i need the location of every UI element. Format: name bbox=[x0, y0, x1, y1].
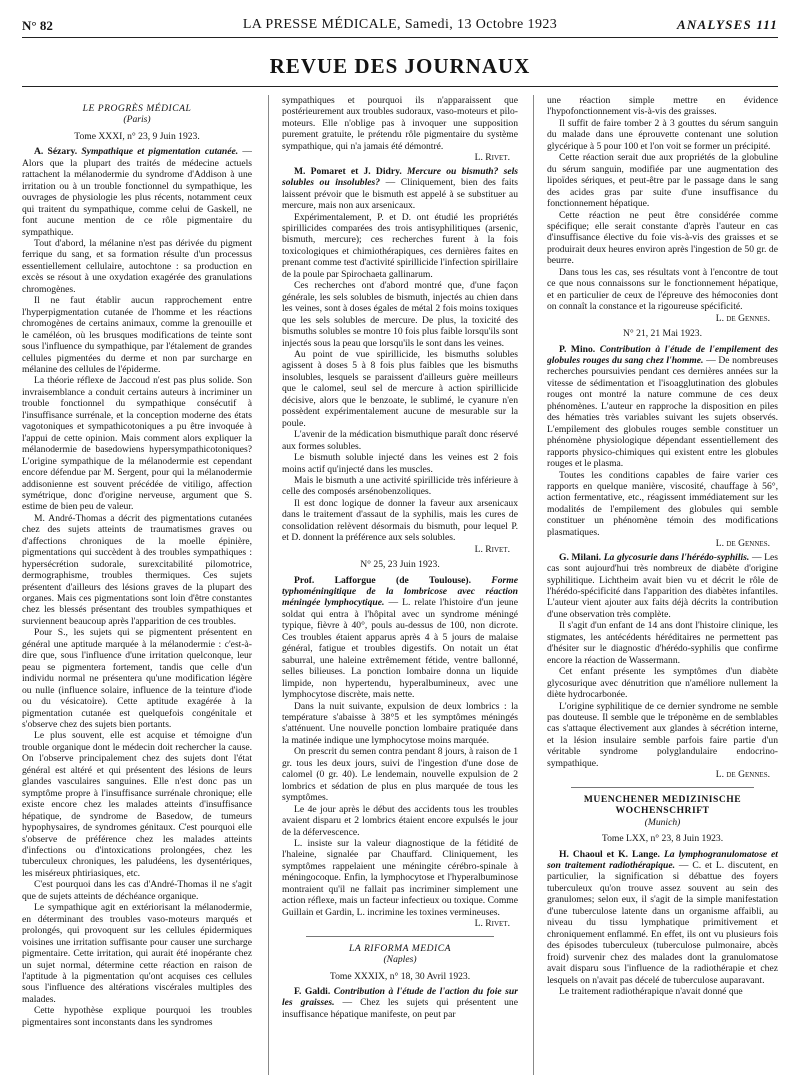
journal-city: (Naples) bbox=[383, 954, 417, 966]
journal-title: MUENCHENER MEDIZINISCHE WOCHENSCHRIFT bbox=[583, 793, 742, 817]
column-3 bbox=[547, 95, 778, 1075]
abstract-paragraph: P. Mino. Contribution à l'étude de l'empilement des globules rouges du sang chez l'homme. — De nombreuses recherches poursuivies pendant ces dernières années sur la vitesse de sédimentation et l'isoagglutination des globules rouges ont montré la nature commune de ces deux phénomènes. L'auteur en rapproche la disposition en piles des hématies très variables suivant les sujets observés. L'empilement des globules rouges semble constituer un phénomène physiologique dépendant essentiellement des rapports physico-chimiques qui existent entre les globules rouges et le plasma. bbox=[547, 343, 778, 470]
masthead-rule bbox=[22, 86, 778, 87]
abstract-paragraph: F. Galdi. Contribution à l'étude de l'action du foie sur les graisses. — Chez les sujets qui présentent une insuffisance hépatique manifeste, on peut par bbox=[282, 985, 518, 1020]
reviewer-signature: L. de Gennes. bbox=[715, 769, 770, 781]
article-title: La lymphogranulomatose et son traitement radiothérapique. bbox=[547, 848, 778, 871]
abstract-paragraph: A. Sézary. Sympathique et pigmentation cutanée. — Alors que la plupart des traités de médecine actuels rattachent la mélanodermie du syndrome d'Addison à une irritation ou à un trouble fonctionnel du sympathique, les ouvrages de physiologie les plus récents, notamment ceux qui traitent du sympathique, comme celui de Gaskell, ne font aucune mention de ce rôle pigmentaire du sympathique. bbox=[22, 146, 252, 238]
journal-title: LA RIFORMA MEDICA bbox=[349, 942, 451, 954]
abstract-paragraph: Mais le bismuth a une activité spirillicide très inférieure à celle des composés arsénobenzoliques. bbox=[282, 474, 518, 498]
abstract-paragraph: M. Pomaret et J. Didry. Mercure ou bismuth? sels solubles ou insolubles? — Cliniquement, bien des faits laissent prévoir que le bismuth est appelé à se substituer au mercure, mais non aux arsenicaux. bbox=[282, 165, 518, 212]
page-number: N° 82 bbox=[22, 18, 53, 33]
article-author: G. Milani. bbox=[559, 551, 602, 563]
article-author: Prof. Lafforgue (de Toulouse). bbox=[294, 574, 471, 586]
issue-line: N° 25, 23 Juin 1923. bbox=[360, 559, 440, 571]
abstract-paragraph: Tout d'abord, la mélanine n'est pas dérivée du pigment ferrique du sang, et sa formation résulte d'un processus essentiellement cellulaire, autochtone : sa production en excès se résout à une oxydation exagérée des granulations chromogènes. bbox=[22, 237, 252, 295]
abstract-paragraph: Dans la nuit suivante, expulsion de deux lombrics : la température s'abaisse à 38°5 et les symptômes méningés s'atténuent. Une nouvelle ponction lombaire pratiquée dans la matinée indique une lymphocytose moins marquée. bbox=[282, 700, 518, 746]
abstract-paragraph: Cette réaction ne peut être considérée comme spécifique; elle serait constante d'après l'auteur en cas d'insuffisance élective du foie vis-à-vis des graisses et se produirait deux heures environ après l'ingestion de 50 gr. de beurre. bbox=[547, 209, 778, 267]
abstract-paragraph: G. Milani. La glycosurie dans l'hérédo-syphilis. — Les cas sont aujourd'hui très nombreux de diabète d'origine syphilitique. Lichtheim avait bien vu et décrit le rôle de l'hérédo-spécificité dans l'apparition des diabètes infantiles. L'auteur vient ajouter aux faits déjà décrits la contribution d'une observation très complète. bbox=[547, 551, 778, 620]
abstract-paragraph: sympathiques et pourquoi ils n'apparaissent que postérieurement aux troubles sudoraux, vaso-moteurs et pilo-moteurs. Elle n'oblige pas à invoquer une supposition purement gratuite, le prétendu rôle pigmentaire du système sympathique, qui n'a jamais été démontré. bbox=[282, 95, 518, 152]
abstract-paragraph: Cette réaction serait due aux propriétés de la globuline du sérum sanguin, modifiée par une augmentation des lipoïdes sériques, et peut-être par le passage dans le sang des acides gras par suite d'une insuffisance du fonctionnement hépatique. bbox=[547, 152, 778, 210]
abstract-paragraph: Il ne faut établir aucun rapprochement entre l'hyperpigmentation cutanée de l'homme et les réactions chromogènes de certains animaux, comme la grenouille et le caméléon, où les brusques modifications de teinte sont sous l'influence du sympathique, par l'étalement de grandes cellules pigmentées du derme et non par surcharge en mélanine des cellules de l'épiderme. bbox=[22, 295, 252, 375]
abstract-paragraph: L'origine syphilitique de ce dernier syndrome ne semble pas douteuse. Il semble que le tréponème en de semblables cas s'attaque électivement aux glandes à sécrétion interne, et la lésion insulaire semble parfois faire partie d'un véritable syndrome polyglandulaire endocrino-sympathique. bbox=[547, 700, 778, 769]
abstract-paragraph: Ces recherches ont d'abord montré que, d'une façon générale, les sels solubles de bismuth, injectés au chien dans les veines, sont à doses égales de métal 2 fois moins toxiques que les sels solubles de mercure. De plus, la toxicité des bismuths solubles se montre 10 fois plus faible lorsqu'ils sont injectés sous la peau que lorsqu'ils le sont dans les veines. bbox=[282, 280, 518, 349]
abstract-paragraph: une réaction simple mettre en évidence l'hypofonctionnement vis-à-vis des graisses. bbox=[547, 95, 778, 118]
reviewer-signature: L. Rivet. bbox=[474, 152, 510, 164]
abstract-paragraph: Le bismuth soluble injecté dans les veines est 2 fois moins actif qu'injecté dans les muscles. bbox=[282, 452, 518, 475]
reviewer-signature: L. Rivet. bbox=[474, 918, 510, 930]
reviewer-signature: L. Rivet. bbox=[474, 543, 510, 555]
issue-line: N° 21, 21 Mai 1923. bbox=[623, 328, 702, 340]
issue-line: Tome XXXIX, n° 18, 30 Avril 1923. bbox=[329, 970, 471, 982]
article-title: La glycosurie dans l'hérédo-syphilis. bbox=[603, 551, 750, 563]
abstract-paragraph: Le traitement radiothérapique n'avait donné que bbox=[559, 985, 743, 997]
abstract-paragraph: H. Chaoul et K. Lange. La lymphogranulomatose et son traitement radiothérapique. — C. et L. discutent, en particulier, la signification si débattue des foyers tuberculeux qu'on trouve assez souvent au sein des granulomes; selon eux, il s'agit de la simple manifestation d'une tuberculose latente dans un organisme affaibli, au niveau du tissu lymphatique primitivement et chroniquement enflammé. En effet, ils ont vu plusieurs fois des épisodes tuberculeux (tuberculose pulmonaire, abcès froid) survenir chez des malades dont la granulomatose avait disparu sous l'influence de la radiothérapie et chez lesquels on n'avait pas décelé de tuberculose auparavant. bbox=[547, 848, 778, 986]
abstract-paragraph: Cette hypothèse explique pourquoi les troubles pigmentaires sont inconstants dans les syndromes bbox=[22, 1005, 252, 1028]
abstract-paragraph: L'avenir de la médication bismuthique paraît donc réservé aux formes solubles. bbox=[282, 429, 518, 452]
abstract-paragraph: On prescrit du semen contra pendant 8 jours, à raison de 1 gr. tous les deux jours, suivi de l'ingestion d'une dose de calomel (0 gr. 40). Le lendemain, nouvelle expulsion de 2 lombrics et sédation de plus en plus marquée de tous les symptômes. bbox=[282, 746, 518, 804]
section-label: ANALYSES 111 bbox=[677, 17, 778, 32]
masthead-title: REVUE DES JOURNAUX bbox=[269, 54, 531, 78]
abstract-paragraph: Il s'agit d'un enfant de 14 ans dont l'histoire clinique, les stigmates, les antécédents héréditaires ne permettent pas d'hésiter sur le diagnostic d'hérédo-syphilis que confirme encore la réaction de Wassermann. bbox=[547, 620, 778, 666]
abstract-paragraph: Dans tous les cas, ses résultats vont à l'encontre de tout ce que nous connaissons sur le fonctionnement hépatique, et en particulier de ceux de l'épreuve des hémoconies dont on connaît la constance et la rigoureuse spécificité. bbox=[547, 266, 778, 313]
column-2 bbox=[282, 95, 518, 1075]
article-author: H. Chaoul et K. Lange. bbox=[559, 848, 660, 860]
section-separator bbox=[306, 936, 494, 937]
abstract-paragraph: L. insiste sur la valeur diagnostique de la fétidité de l'haleine, signalée par Chauffard. Cliniquement, les symptômes rappelaient une méningite cérébro-spinale à méningocoque. Enfin, la lymphocytose et l'hyperalbuminose montraient qu'il ne fallait pas incriminer simplement une action réflexe, mais un facteur infectieux ou toxique. Comme Guillain et Gardin, L. incrimine les toxines vermineuses. bbox=[282, 838, 518, 918]
header-rule bbox=[22, 37, 778, 38]
abstract-paragraph: Le sympathique agit en extériorisant la mélanodermie, en déterminant des troubles vaso-moteurs marqués et prolongés, qui provoquent sur les cellules épidermiques voisines une irritation suffisante pour causer une surcharge pigmentaire. Cette irritation, qui aurait été inopérante chez un sujet normal, détermine cette réaction en raison de l'aptitude à la pigmentation qu'ont acquises ces cellules sous l'influence des altérations viscérales multiples des malades. bbox=[22, 902, 252, 1005]
column-divider bbox=[533, 95, 534, 1075]
abstract-paragraph: Au point de vue spirillicide, les bismuths solubles agissent à doses 5 à 8 fois plus faibles que les bismuths insolubles, lesquels se paraissent d'ailleurs guère meilleurs que le calomel, seul sel de mercure à action spirillicide décisive, alors que le benzoate, le sublimé, le cyanure n'en possèdent expérimentalement aucune de mesurable sur la poule. bbox=[282, 348, 518, 429]
column-1 bbox=[22, 95, 252, 1075]
abstract-paragraph: M. André-Thomas a décrit des pigmentations cutanées chez des sujets atteints de traumatismes graves ou d'affections chroniques de la moelle épinière, pigmentations qui succèdent à des troubles sympathiques : hypersécrétion sudorale, surexcitabilité pilomotrice, dermographisme, troubles thermiques. Ces sujets présentent d'ailleurs des lésions graves de la plupart des organes. Mais ces pigmentations sont loin d'être constantes chez les blessés présentant des troubles sympathiques et surviennent beaucoup après l'apparition de ces troubles. bbox=[22, 512, 252, 627]
abstract-paragraph: C'est pourquoi dans les cas d'André-Thomas il ne s'agit que de sujets atteints de déchéance organique. bbox=[22, 879, 252, 902]
journal-issue-line: LA PRESSE MÉDICALE, Samedi, 13 Octobre 1923 bbox=[242, 17, 558, 32]
issue-line: Tome XXXI, n° 23, 9 Juin 1923. bbox=[74, 130, 200, 142]
article-title: Forme typhoméningitique de la lombricose avec réaction méningée lymphocytique. bbox=[282, 574, 518, 609]
abstract-paragraph: Le 4e jour après le début des accidents tous les troubles avaient disparu et 2 lombrics étaient encore expulsés le jour de la défervescence. bbox=[282, 803, 518, 838]
journal-title: LE PROGRÈS MÉDICAL bbox=[82, 103, 192, 114]
section-separator bbox=[571, 787, 754, 788]
article-author: A. Sézary. bbox=[34, 146, 78, 158]
article-author: F. Galdi. bbox=[294, 985, 331, 997]
reviewer-signature: L. de Gennes. bbox=[715, 312, 770, 324]
abstract-paragraph: Cet enfant présente les symptômes d'un diabète glycosurique avec dénutrition que n'améliore nullement la diète hydrocarbonée. bbox=[547, 666, 778, 701]
column-divider bbox=[268, 95, 269, 1075]
journal-city: (Munich) bbox=[644, 816, 681, 828]
abstract-paragraph: Il est donc logique de donner la faveur aux arsenicaux dans le traitement d'assaut de la syphilis, mais les cures de consolidation relèvent désormais du bismuth, pour lequel P. et D. donnent la préférence aux sels solubles. bbox=[282, 497, 518, 544]
abstract-paragraph: Pour S., les sujets qui se pigmentent présentent en général une aptitude marquée à la mélanodermie : c'est-à-dire que, sous l'influence d'une irritation quelconque, leur peau se pigmentera fortement, tandis que celle d'un individu normal ne présentera qu'une modification légère ou nulle (influence solaire, influence de la teinture d'iode ou du vésicatoire). Cette aptitude exagérée à la pigmentation cutanée est quelquefois congénitale et s'observe chez des sujets bien portants. bbox=[22, 627, 252, 731]
article-title: Contribution à l'étude de l'action du foie sur les graisses. bbox=[282, 985, 518, 1009]
abstract-paragraph: Prof. Lafforgue (de Toulouse). Forme typhoméningitique de la lombricose avec réaction méningée lymphocytique. — L. relate l'histoire d'un jeune soldat qui entra à l'hôpital avec un syndrome méningé typique, fièvre à 40°, pouls au-dessus de 100, non dicrote. Ces troubles étaient apparus après 4 à 5 jours de malaise général, fatigue et troubles digestifs. On notait un état saburral, une haleine extrêmement fétide, ventre ballonné, selles bilieuses. La ponction lombaire donna un liquide limpide, non hypertendu, hyperalbumineux, avec une lymphocytose discrète, mais nette. bbox=[282, 574, 518, 701]
abstract-paragraph: La théorie réflexe de Jaccoud n'est pas plus solide. Son invraisemblance a conduit certains auteurs à incriminer un trouble fonctionnel du sympathique consécutif à l'insuffisance surrénale, et la conception moderne des états vagotoniques et sympathicotoniques a pu être invoquée à l'appui de cette opinion. Mais comment alors expliquer la mélanodermie de basedowiens hypersympathicotoniques? L'origine sympathique de la mélanodermie est cependant encore défendue par M. Sergent, pour qui la mélanodermie addisonienne est souvent précédée de vitiligo, affection symétrique, donc d'origine nerveuse, argument que S. estime de bien peu de valeur. bbox=[22, 375, 252, 513]
article-author: P. Mino. bbox=[559, 343, 596, 355]
abstract-paragraph: Il suffit de faire tomber 2 à 3 gouttes du sérum sanguin du malade dans une éprouvette contenant une solution glycérique à 5 pour 100 et l'on voit se former un précipité. bbox=[547, 117, 778, 152]
article-author: M. Pomaret et J. Didry. bbox=[294, 165, 402, 177]
journal-city: (Paris) bbox=[123, 114, 151, 126]
running-head bbox=[22, 12, 778, 36]
article-title: Sympathique et pigmentation cutanée. bbox=[81, 146, 239, 158]
reviewer-signature: L. de Gennes. bbox=[715, 538, 770, 550]
article-title: Mercure ou bismuth? sels solubles ou insolubles? bbox=[282, 165, 518, 189]
abstract-paragraph: Toutes les conditions capables de faire varier ces rapports en quelque manière, viscosité, chauffage à 56°, action fermentative, etc., réagissent immédiatement sur les modalités de l'empilement des globules qui semble constituer un phénomène témoin des modifications plasmatiques. bbox=[547, 469, 778, 538]
issue-line: Tome LXX, n° 23, 8 Juin 1923. bbox=[601, 833, 724, 845]
article-title: Contribution à l'étude de l'empilement des globules rouges du sang chez l'homme. bbox=[547, 343, 778, 366]
abstract-paragraph: Le plus souvent, elle est acquise et témoigne d'un trouble organique dont le médecin doit rechercher la cause. On l'observe principalement chez des sujets dont l'état général est altéré et qui présentent des lésions de leurs glandes vasculaires sanguines. Elle n'est donc pas un symptôme propre à l'insuffisance surrénale chronique; elle existe encore chez les malades atteints d'insuffisance hépatique, de syndrome de Basedow, de tumeurs hypophysaires, de syndromes génitaux. C'est pourquoi elle s'observe de préférence chez les malades atteints d'infections ou d'intoxications prolongées, chez les tuberculeux chroniques, les paludéens, les dysentériques, les miséreux phtiriasiques, etc. bbox=[22, 730, 252, 879]
abstract-paragraph: Expérimentalement, P. et D. ont étudié les propriétés spirillicides comparées des trois antisyphilitiques (arsenic, bismuth, mercure); ces recherches furent à la fois toxicologiques et chimiothérapiques, ces dernières faites en prenant comme test d'activité spirillicide l'infection spirillaire de la poule par Spirochaeta gallinarum. bbox=[282, 211, 518, 280]
